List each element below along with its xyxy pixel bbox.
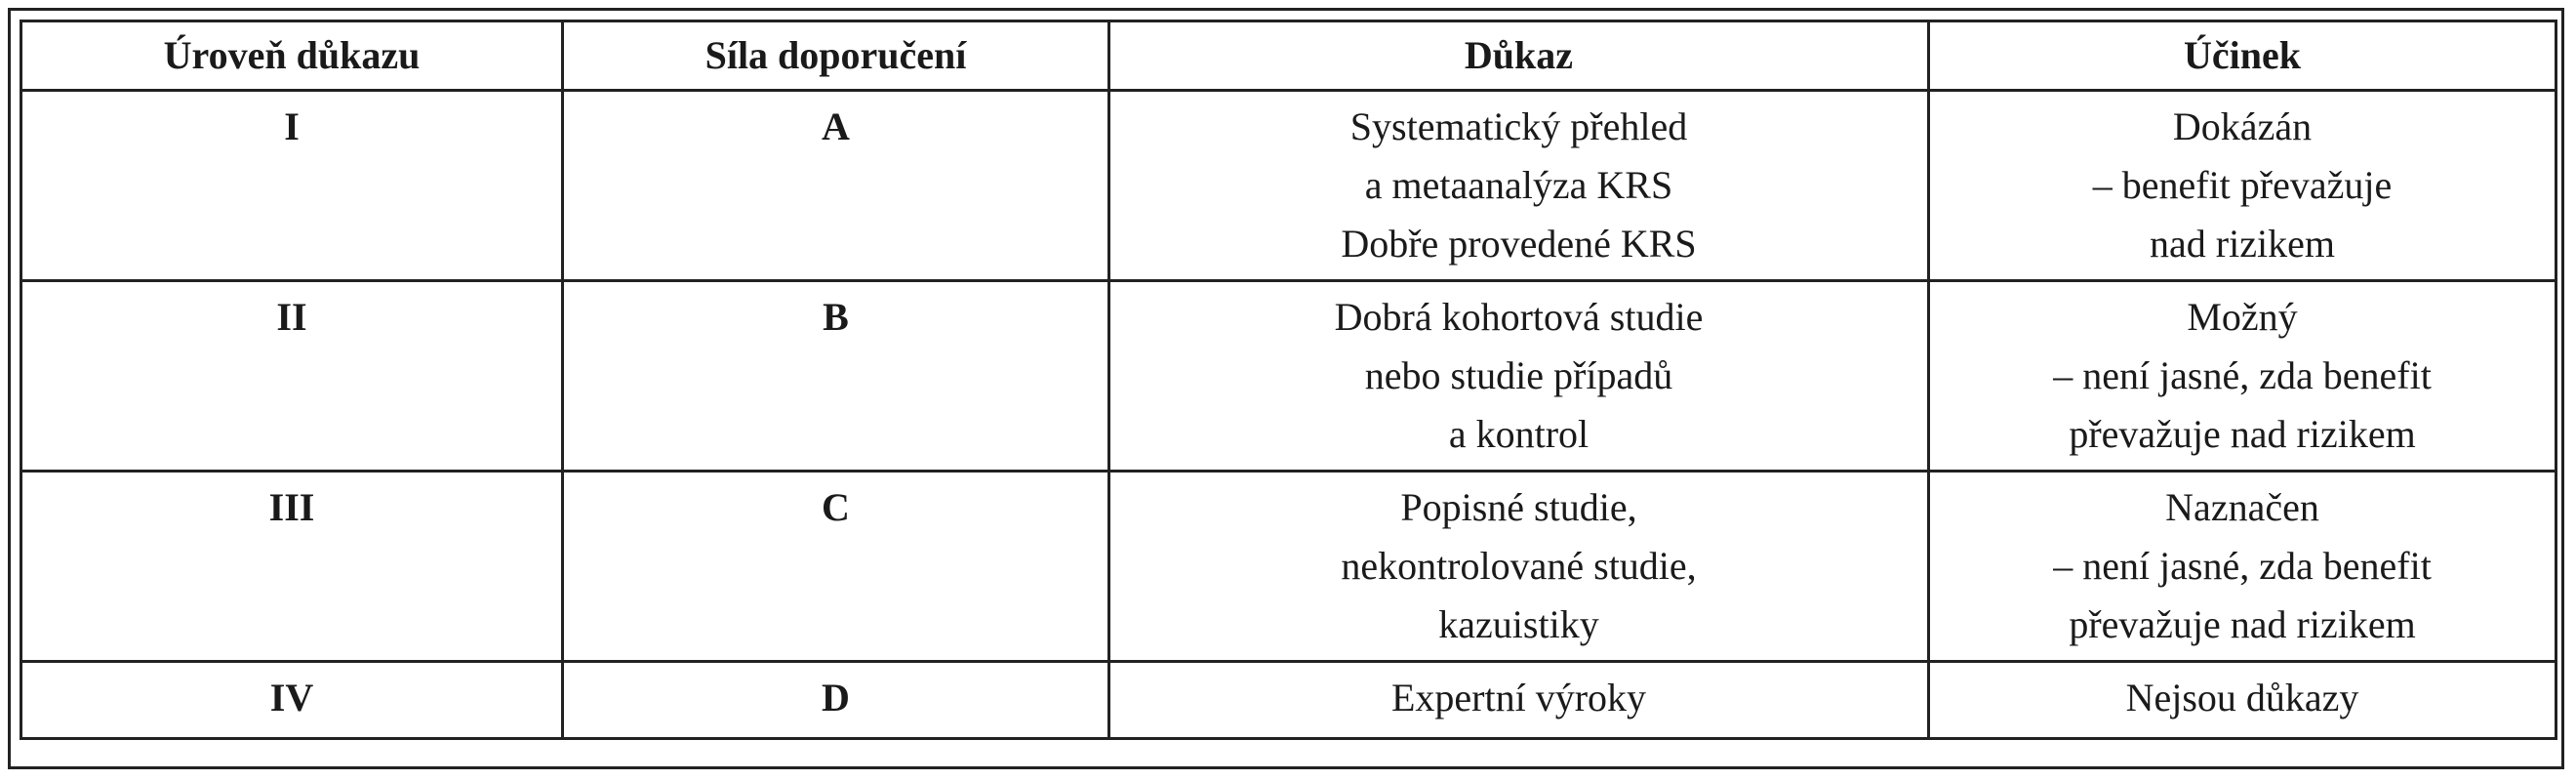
effect-line: – benefit převažuje — [2092, 163, 2393, 207]
recommendation-grade-cell: A — [563, 91, 1109, 281]
effect-line: převažuje nad rizikem — [2069, 602, 2416, 646]
evidence-line: Expertní výroky — [1390, 676, 1647, 719]
effect-cell — [1929, 472, 2556, 662]
evidence-line: a metaanalýza KRS — [1364, 163, 1673, 207]
evidence-line: Dobrá kohortová studie — [1334, 295, 1704, 339]
effect-line: Možný — [2187, 295, 2298, 339]
evidence-line: nebo studie případů — [1364, 353, 1673, 397]
header-evidence: Důkaz — [1109, 21, 1929, 91]
effect-line: – není jasné, zda benefit — [2053, 353, 2432, 397]
effect-line: Dokázán — [2172, 104, 2313, 148]
header-recommendation-strength: Síla doporučení — [563, 21, 1109, 91]
evidence-line: a kontrol — [1448, 412, 1590, 456]
effect-cell — [1929, 91, 2556, 281]
recommendation-grade-cell: B — [563, 281, 1109, 472]
evidence-level-cell: IV — [21, 662, 563, 739]
evidence-cell — [1109, 472, 1929, 662]
effect-line: – není jasné, zda benefit — [2053, 544, 2432, 588]
table-row — [21, 662, 2556, 739]
table-row — [21, 281, 2556, 472]
header-evidence-level: Úroveň důkazu — [21, 21, 563, 91]
evidence-line: kazuistiky — [1438, 602, 1599, 646]
effect-cell — [1929, 281, 2556, 472]
evidence-cell — [1109, 662, 1929, 739]
effect-line: nad rizikem — [2150, 222, 2335, 266]
evidence-level-cell: I — [21, 91, 563, 281]
evidence-line: nekontrolované studie, — [1341, 544, 1697, 588]
recommendation-grade-cell: D — [563, 662, 1109, 739]
header-effect: Účinek — [1929, 21, 2556, 91]
evidence-line: Systematický přehled — [1349, 104, 1688, 148]
effect-cell — [1929, 662, 2556, 739]
header-row — [21, 21, 2556, 91]
evidence-line: Popisné studie, — [1400, 485, 1637, 529]
effect-line: Nejsou důkazy — [2125, 676, 2359, 719]
evidence-cell — [1109, 281, 1929, 472]
effect-line: Naznačen — [2165, 485, 2319, 529]
effect-line: převažuje nad rizikem — [2069, 412, 2416, 456]
evidence-cell — [1109, 91, 1929, 281]
evidence-level-cell: II — [21, 281, 563, 472]
recommendation-grade-cell: C — [563, 472, 1109, 662]
evidence-grading-table — [20, 20, 2557, 740]
evidence-line: Dobře provedené KRS — [1341, 222, 1697, 266]
evidence-level-cell: III — [21, 472, 563, 662]
table-row — [21, 472, 2556, 662]
table-row — [21, 91, 2556, 281]
